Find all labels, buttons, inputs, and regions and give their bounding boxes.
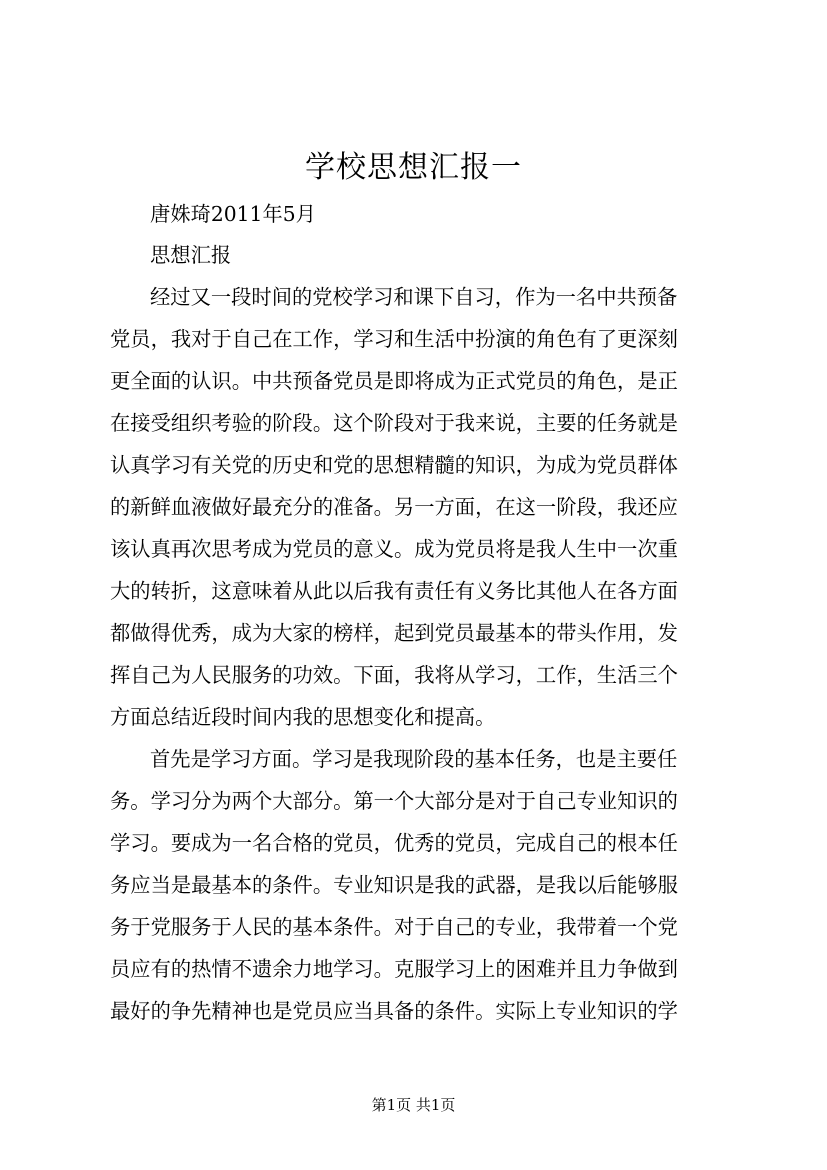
paragraph-line: 经过又一段时间的党校学习和课下自习，作为一名中共预备 [150,285,678,309]
paragraph-line: 在接受组织考验的阶段。这个阶段对于我来说，主要的任务就是 [110,411,678,435]
paragraph-line: 该认真再次思考成为党员的意义。成为党员将是我人生中一次重 [110,537,678,561]
paragraph-line: 最好的争先精神也是党员应当具备的条件。实际上专业知识的学 [110,999,678,1023]
page-footer: 第1页 共1页 [371,1096,456,1114]
author-date: 唐姝琦2011年5月 [150,202,316,226]
paragraph-line: 务应当是最基本的条件。专业知识是我的武器，是我以后能够服 [110,873,678,897]
paragraph-line: 务。学习分为两个大部分。第一个大部分是对于自己专业知识的 [110,789,678,813]
document-title: 学校思想汇报一 [305,150,522,185]
paragraph-line: 大的转折，这意味着从此以后我有责任有义务比其他人在各方面 [110,579,678,603]
paragraph-line: 务于党服务于人民的基本条件。对于自己的专业，我带着一个党 [110,915,678,939]
paragraph-line: 方面总结近段时间内我的思想变化和提高。 [110,705,496,729]
section-heading: 思想汇报 [150,243,232,267]
paragraph-line: 学习。要成为一名合格的党员，优秀的党员，完成自己的根本任 [110,831,678,855]
paragraph-line: 员应有的热情不遗余力地学习。克服学习上的困难并且力争做到 [110,957,678,981]
paragraph-line: 认真学习有关党的历史和党的思想精髓的知识，为成为党员群体 [110,453,678,477]
paragraph-line: 更全面的认识。中共预备党员是即将成为正式党员的角色，是正 [110,369,678,393]
paragraph-line: 挥自己为人民服务的功效。下面，我将从学习，工作，生活三个 [110,663,678,687]
paragraph-line: 党员，我对于自己在工作，学习和生活中扮演的角色有了更深刻 [110,327,678,351]
paragraph-line: 首先是学习方面。学习是我现阶段的基本任务，也是主要任 [150,747,678,771]
paragraph-line: 的新鲜血液做好最充分的准备。另一方面，在这一阶段，我还应 [110,495,678,519]
paragraph-line: 都做得优秀，成为大家的榜样，起到党员最基本的带头作用，发 [110,621,678,645]
